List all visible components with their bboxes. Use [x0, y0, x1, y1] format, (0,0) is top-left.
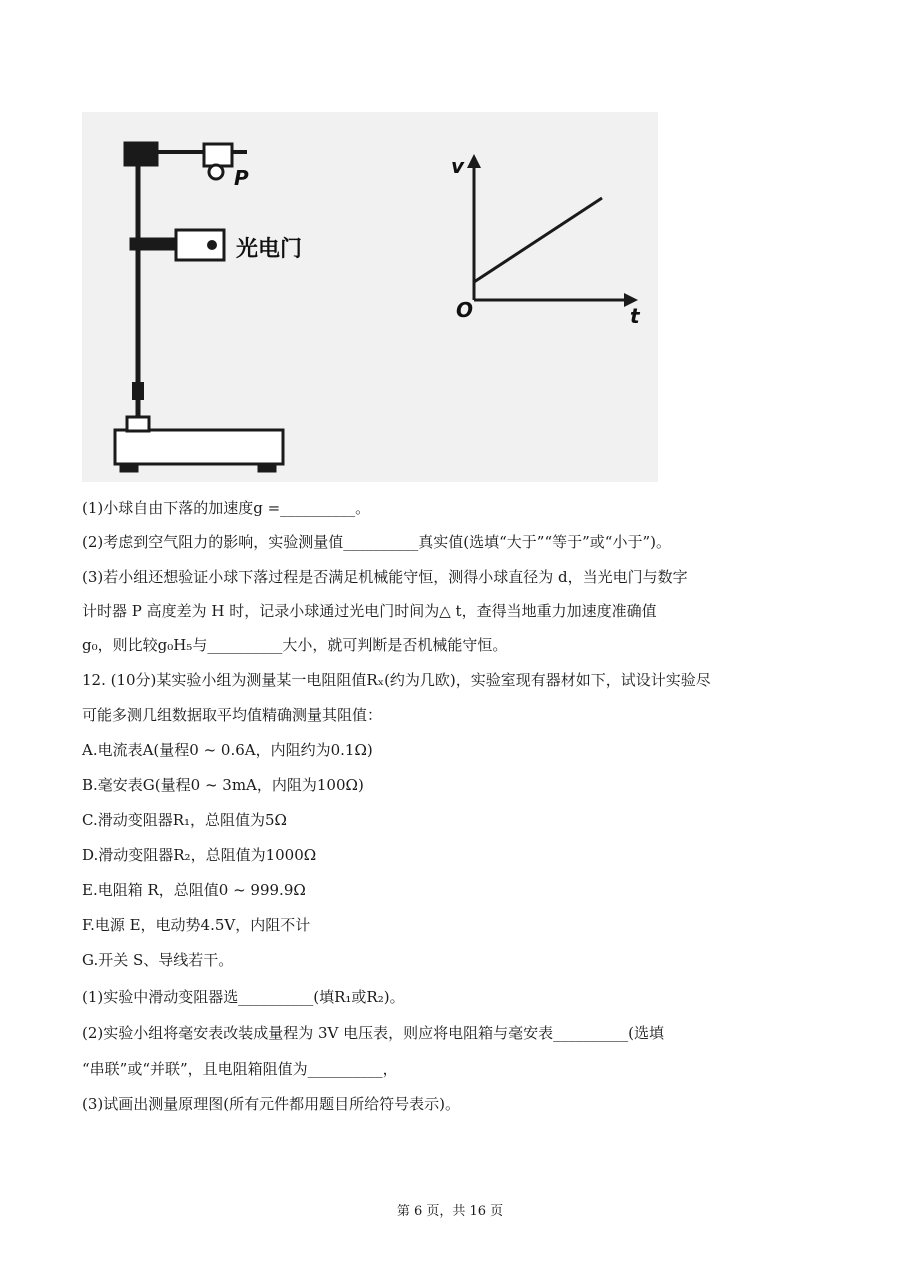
question-12-1: (1)实验中滑动变阻器选__________(填R₁或R₂)。: [82, 988, 405, 1006]
question-12-3: (3)试画出测量原理图(所有元件都用题目所给符号表示)。: [82, 1095, 460, 1113]
question-12-2-line2: “串联”或“并联”，且电阻箱阻值为__________，: [82, 1060, 398, 1078]
equipment-e: E.电阻箱 R，总阻值0 ~ 999.9Ω: [82, 881, 306, 899]
equipment-f: F.电源 E，电动势4.5V，内阻不计: [82, 916, 311, 934]
experiment-figure: [82, 112, 658, 482]
equipment-b: B.毫安表G(量程0 ~ 3mA，内阻为100Ω): [82, 776, 364, 794]
question-12-2-line1: (2)实验小组将毫安表改装成量程为 3V 电压表，则应将电阻箱与毫安表__________(选填: [82, 1024, 665, 1042]
p-label: P: [234, 166, 249, 190]
photogate-label: 光电门: [236, 237, 303, 262]
v-t-line: [474, 198, 602, 282]
equipment-d: D.滑动变阻器R₂，总阻值为1000Ω: [82, 846, 317, 864]
retort-stand: [115, 142, 283, 472]
equipment-g: G.开关 S、导线若干。: [82, 951, 234, 969]
y-axis-arrow: [467, 154, 481, 168]
origin-label: O: [456, 298, 474, 322]
question-11-2: (2)考虑到空气阻力的影响，实验测量值__________真实值(选填“大于”“等于”或“小于”)。: [82, 533, 671, 551]
equipment-a: A.电流表A(量程0 ~ 0.6A，内阻约为0.1Ω): [82, 741, 373, 759]
y-axis-label: v: [451, 154, 465, 178]
question-11-3-line1: (3)若小组还想验证小球下落过程是否满足机械能守恒，测得小球直径为 d，当光电门与数字: [82, 568, 688, 586]
question-12-intro-line2: 可能多测几组数据取平均值精确测量其阻值：: [82, 706, 383, 724]
page-footer: 第 6 页，共 16 页: [396, 1204, 504, 1219]
x-axis-label: t: [630, 304, 640, 328]
question-11-1: (1)小球自由下落的加速度g =__________。: [82, 499, 371, 517]
question-11-3-line2: 计时器 P 高度差为 H 时，记录小球通过光电门时间为△ t，查得当地重力加速度准确值: [82, 602, 657, 620]
apparatus-and-graph: [82, 112, 658, 482]
question-12-intro-line1: 12. (10分)某实验小组为测量某一电阻阻值Rₓ(约为几欧)，实验室现有器材如下，试设计实验尽: [82, 671, 711, 689]
v-t-graph: [467, 154, 638, 307]
question-11-3-line3: g₀，则比较g₀H₅与__________大小，就可判断是否机械能守恒。: [82, 636, 508, 654]
equipment-c: C.滑动变阻器R₁，总阻值为5Ω: [82, 811, 287, 829]
